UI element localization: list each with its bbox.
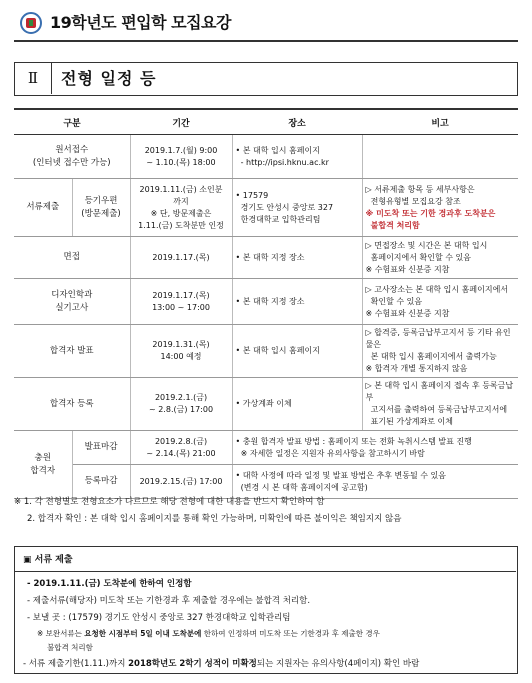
place-text: • 17579 [235, 190, 269, 200]
place-cell: • 본 대학 지정 장소 [232, 237, 362, 279]
period-text: 2019.1.11.(금) 소인분 [139, 184, 223, 194]
row-label-register-deadline: 등록마감 [72, 465, 130, 499]
note-text: 홈페이지에서 확인할 수 있음 [370, 252, 471, 262]
row-label-announcement: 합격자 발표 [14, 325, 130, 378]
footnotes [14, 494, 518, 528]
table-row [14, 279, 518, 325]
table-row [14, 135, 518, 179]
grades-emphasis: 2018학년도 2학기 성적이 미확정 [128, 659, 257, 669]
header-divider [14, 40, 518, 42]
row-label-registration: 합격자 등록 [14, 378, 130, 431]
label-text: 실기고사 [55, 302, 89, 313]
note-text: ▷ 서류제출 항목 등 세부사항은 [365, 184, 475, 194]
supplement-text: ※ 보완서류는 [37, 629, 82, 638]
grades-text: 되는 지원자는 유의사항(4페이지) 확인 바람 [256, 659, 420, 669]
note-text: 고지서를 출력하여 등록금납부고지서에 [370, 405, 508, 414]
place-text: • 본 대학 입시 홈페이지 [235, 145, 320, 155]
footnote-1: ※ 1. 각 전형별로 전형요소가 다르므로 해당 전형에 대한 내용을 반드시 확인하여 함 [14, 497, 325, 507]
section-title: 전형 일정 등 [61, 69, 157, 88]
table-row [14, 179, 518, 237]
note-text: ※ 수험표와 신분증 지참 [365, 264, 450, 274]
label-text: 원서접수 [55, 144, 89, 155]
note-cell [362, 325, 518, 378]
period-text: 2019.2.1.(금) [154, 393, 208, 402]
period-cell: 2019.1.17.(목) [130, 237, 232, 279]
note-text: ※ 자세한 일정은 지원자 유의사항을 참고하시기 바람 [240, 448, 425, 458]
label-text: 합격자 [30, 465, 56, 476]
label-text: 디자인학과 [51, 289, 93, 300]
col-header-category: 구분 [14, 109, 130, 135]
supplement-emphasis: 요청한 시점부터 5일 이내 도착분에 [84, 629, 202, 638]
box-title: ▣ 서류 제출 [23, 555, 73, 565]
table-row [14, 237, 518, 279]
row-label-mail [72, 179, 130, 237]
table-row [14, 378, 518, 431]
period-cell [130, 325, 232, 378]
table-row [14, 325, 518, 378]
row-label-application [14, 135, 130, 179]
label-text: (방문제출) [81, 208, 121, 219]
note-warning: 불합격 처리함 [370, 220, 420, 230]
label-text: 등기우편 [84, 195, 118, 206]
place-cell: • 가상계좌 이체 [232, 378, 362, 431]
note-text: ▷ 면접장소 및 시간은 본 대학 입시 [365, 240, 488, 250]
supplement-text: 한하여 인정하며 미도착 또는 기한경과 후 제출한 경우 [203, 629, 380, 638]
place-cell [232, 135, 362, 179]
box-line-address: - 보낼 곳 : (17579) 경기도 안성시 중앙로 327 한경대학교 입학관리팀 [27, 613, 291, 623]
period-cell [130, 431, 232, 465]
period-text: 14:00 예정 [160, 352, 202, 361]
document-submission-box [14, 546, 518, 674]
box-line-grades [23, 657, 419, 669]
period-text: 2019.1.31.(목) [152, 340, 210, 349]
period-cell [130, 179, 232, 237]
period-text: 2019.1.17.(목) [152, 290, 210, 300]
period-text: 1.11.(금) 도착분만 인정 [138, 220, 224, 230]
table-header-row [14, 109, 518, 135]
period-text: 13:00 ~ 17:00 [152, 302, 210, 312]
row-group-additional [14, 431, 72, 499]
note-text: 확인할 수 있음 [370, 296, 423, 306]
box-line-supplement [37, 628, 380, 639]
period-text: ~ 1.10.(목) 18:00 [146, 157, 216, 167]
box-line-deadline: - 2019.1.11.(금) 도착분에 한하여 인정함 [27, 579, 192, 589]
period-text: ~ 2.8.(금) 17:00 [148, 405, 214, 414]
note-cell [362, 237, 518, 279]
section-heading [14, 62, 518, 96]
note-text: 본 대학 입시 홈페이지에서 출력가능 [370, 352, 497, 361]
label-text: 충원 [34, 452, 51, 463]
place-cell: • 본 대학 입시 홈페이지 [232, 325, 362, 378]
period-text: 2019.1.7.(월) 9:00 [144, 145, 218, 155]
note-text: 전형유형별 모집요강 참조 [370, 196, 461, 206]
period-text: 2019.2.8.(금) [154, 436, 208, 446]
document-header [14, 6, 518, 40]
place-text: 한경대학교 입학관리팀 [240, 214, 321, 224]
table-row [14, 431, 518, 465]
note-text: 표기된 가상계좌로 이체 [370, 417, 453, 426]
row-label-announce-deadline: 발표마감 [72, 431, 130, 465]
section-number: Ⅱ [15, 63, 52, 94]
note-text: ▷ 본 대학 입시 홈페이지 접속 후 등록금납부 [365, 381, 514, 402]
note-text: ※ 합격자 개별 통지하지 않음 [365, 364, 468, 373]
col-header-period: 기간 [130, 109, 232, 135]
note-text: ▷ 합격증, 등록금납부고지서 등 기타 유인물은 [365, 328, 511, 349]
note-cell [362, 135, 518, 179]
document-title: 19학년도 편입학 모집요강 [50, 13, 231, 32]
place-cell: • 본 대학 지정 장소 [232, 279, 362, 325]
box-line-supplement-cont: 불합격 처리함 [47, 643, 93, 652]
note-text: ※ 수험표와 신분증 지참 [365, 308, 450, 318]
note-cell [362, 279, 518, 325]
label-text: (인터넷 접수만 가능) [32, 157, 111, 168]
period-text: 까지 [173, 196, 189, 206]
university-logo [20, 12, 42, 34]
box-line-rejection: - 제출서류(해당자) 미도착 또는 기한경과 후 제출할 경우에는 불합격 처리함. [27, 596, 311, 606]
period-cell [130, 279, 232, 325]
place-cell [232, 179, 362, 237]
merged-note-cell [232, 431, 518, 465]
place-text: - http://ipsi.hknu.ac.kr [240, 157, 329, 167]
note-cell [362, 378, 518, 431]
col-header-place: 장소 [232, 109, 362, 135]
place-text: 경기도 안성시 중앙로 327 [240, 202, 334, 212]
note-text: • 대학 사정에 따라 일정 및 발표 방법은 추후 변동될 수 있음 [235, 470, 446, 480]
period-cell [130, 135, 232, 179]
row-label-interview: 면접 [14, 237, 130, 279]
period-text: ~ 2.14.(목) 21:00 [146, 448, 216, 458]
period-text: ※ 단, 방문제출은 [150, 208, 212, 218]
col-header-note: 비고 [362, 109, 518, 135]
row-label-practical-exam [14, 279, 130, 325]
note-text: • 충원 합격자 발표 방법 : 홈페이지 또는 전화 녹취시스템 발표 진행 [235, 436, 472, 446]
note-warning: ※ 미도착 또는 기한 경과후 도착분은 [365, 208, 496, 218]
note-cell [362, 179, 518, 237]
note-text: ▷ 고사장소는 본 대학 입시 홈페이지에서 [365, 284, 509, 294]
grades-text: - 서류 제출기한(1.11.)까지 [23, 659, 126, 669]
footnote-2: 2. 합격자 확인 : 본 대학 입시 홈페이지를 통해 확인 가능하며, 미확인에 따른 불이익은 책임지지 않음 [27, 514, 402, 524]
note-text: (변경 시 본 대학 홈페이지에 공고함) [240, 482, 368, 492]
period-cell [130, 378, 232, 431]
period-cell: 2019.2.15.(금) 17:00 [130, 465, 232, 499]
schedule-table [14, 108, 518, 499]
box-divider [15, 571, 516, 572]
row-group-documents: 서류제출 [14, 179, 72, 237]
